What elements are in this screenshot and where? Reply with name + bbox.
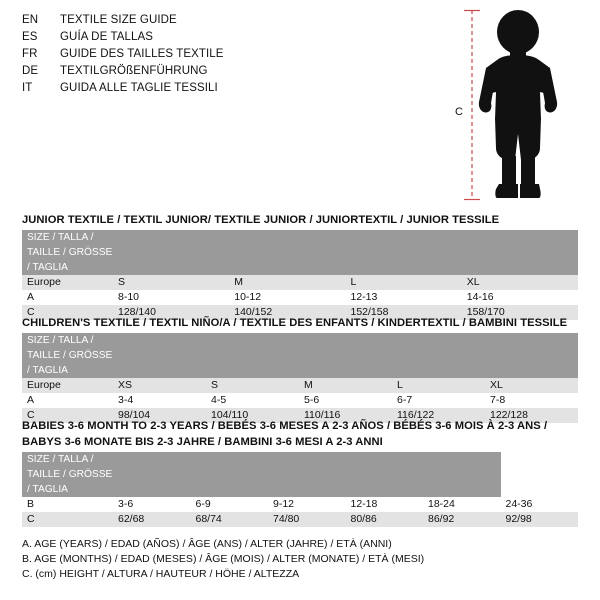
table-cell: 3-4 [113, 393, 206, 408]
table-cell: 6-7 [392, 393, 485, 408]
table-row [22, 497, 578, 512]
table-cell: Europe [22, 275, 113, 290]
table-cell: C [22, 408, 113, 423]
junior-size-table [22, 230, 578, 320]
language-code: EN [22, 14, 39, 26]
language-row [22, 82, 442, 99]
table-cell: Europe [22, 378, 113, 393]
table-row [22, 378, 578, 393]
table-header-row [22, 452, 578, 497]
table-cell: 18-24 [423, 497, 501, 512]
legend-block [22, 537, 578, 582]
language-code: DE [22, 65, 39, 77]
table-cell: A [22, 290, 113, 305]
table-header-cell [268, 452, 346, 497]
table-cell: 104/110 [206, 408, 299, 423]
table-header-cell [346, 230, 462, 275]
language-text: GUIDE DES TAILLES TEXTILE [60, 48, 224, 60]
language-row [22, 48, 442, 65]
table-cell: C [22, 305, 113, 320]
table-cell: 3-6 [113, 497, 191, 512]
table-cell: S [113, 275, 229, 290]
table-cell: 6-9 [191, 497, 269, 512]
table-cell: 86/92 [423, 512, 501, 527]
language-text: TEXTILGRÖßENFÜHRUNG [60, 65, 208, 77]
table-cell: 122/128 [485, 408, 578, 423]
section-junior-textile [22, 214, 578, 320]
table-header-cell [423, 452, 501, 497]
table-cell: S [206, 378, 299, 393]
section-title: BABIES 3-6 MONTH TO 2-3 YEARS / BEBÉS 3-6 MESES A 2-3 AÑOS / BÉBÉS 3-6 MOIS À 2-3 ANS / [22, 420, 548, 432]
language-code: IT [22, 82, 33, 94]
legend-line: C. (cm) HEIGHT / ALTURA / HAUTEUR / HÖHE / ALTEZZA [22, 568, 300, 580]
table-row [22, 275, 578, 290]
table-cell: 12-18 [346, 497, 424, 512]
table-header-cell: SIZE / TALLA / TAILLE / GRÖSSE / TAGLIA [22, 452, 113, 497]
table-header-cell [299, 333, 392, 378]
section-title: JUNIOR TEXTILE / TEXTIL JUNIOR/ TEXTILE JUNIOR / JUNIORTEXTIL / JUNIOR TESSILE [22, 214, 500, 226]
table-cell: M [229, 275, 345, 290]
table-cell: 12-13 [346, 290, 462, 305]
table-header-cell [113, 230, 229, 275]
table-cell: 92/98 [501, 512, 579, 527]
child-silhouette-figure [452, 8, 587, 203]
language-code: ES [22, 31, 38, 43]
table-cell: B [22, 497, 113, 512]
table-cell: 68/74 [191, 512, 269, 527]
table-cell: XS [113, 378, 206, 393]
table-cell: M [299, 378, 392, 393]
table-header-cell [229, 230, 345, 275]
table-cell: C [22, 512, 113, 527]
table-cell: 116/122 [392, 408, 485, 423]
section-title: CHILDREN'S TEXTILE / TEXTIL NIÑO/A / TEXTILE DES ENFANTS / KINDERTEXTIL / BAMBINI TESSILE [22, 317, 568, 329]
table-cell: 10-12 [229, 290, 345, 305]
table-cell: 14-16 [462, 290, 578, 305]
table-cell: 9-12 [268, 497, 346, 512]
table-row [22, 290, 578, 305]
table-header-row [22, 230, 578, 275]
babies-size-table [22, 452, 578, 527]
section-children-textile [22, 317, 578, 423]
table-header-cell [392, 333, 485, 378]
table-cell: 128/140 [113, 305, 229, 320]
table-header-cell [346, 452, 424, 497]
table-header-cell [113, 452, 191, 497]
language-row [22, 31, 442, 48]
table-row [22, 393, 578, 408]
table-cell: 80/86 [346, 512, 424, 527]
section-title-line2: BABYS 3-6 MONATE BIS 2-3 JAHRE / BAMBINI 3-6 MESI A 2-3 ANNI [22, 436, 383, 448]
table-cell: 74/80 [268, 512, 346, 527]
table-cell: 140/152 [229, 305, 345, 320]
table-cell: 4-5 [206, 393, 299, 408]
table-cell: 7-8 [485, 393, 578, 408]
table-cell: L [346, 275, 462, 290]
table-header-cell [191, 452, 269, 497]
height-measure-label: C [455, 106, 463, 118]
language-row [22, 65, 442, 82]
language-text: GUÍA DE TALLAS [60, 31, 154, 43]
table-cell: XL [485, 378, 578, 393]
section-babies-textile [22, 420, 578, 527]
table-row [22, 512, 578, 527]
table-cell: 152/158 [346, 305, 462, 320]
table-header-cell [206, 333, 299, 378]
table-cell: 158/170 [462, 305, 578, 320]
table-cell: 62/68 [113, 512, 191, 527]
table-cell: 24-36 [501, 497, 579, 512]
language-code: FR [22, 48, 38, 60]
table-cell: 110/116 [299, 408, 392, 423]
table-header-cell: SIZE / TALLA / TAILLE / GRÖSSE / TAGLIA [22, 230, 113, 275]
table-cell: A [22, 393, 113, 408]
table-cell: L [392, 378, 485, 393]
language-title-list [22, 14, 442, 99]
table-cell: 8-10 [113, 290, 229, 305]
legend-line: B. AGE (MONTHS) / EDAD (MESES) / ÂGE (MOIS) / ALTER (MONATE) / ETÀ (MESI) [22, 553, 425, 565]
legend-line: A. AGE (YEARS) / EDAD (AÑOS) / ÂGE (ANS) / ALTER (JAHRE) / ETÀ (ANNI) [22, 538, 392, 550]
table-cell: XL [462, 275, 578, 290]
table-cell: 5-6 [299, 393, 392, 408]
children-size-table [22, 333, 578, 423]
table-cell: 98/104 [113, 408, 206, 423]
table-header-cell [113, 333, 206, 378]
table-header-cell [485, 333, 578, 378]
table-header-cell [462, 230, 578, 275]
language-text: TEXTILE SIZE GUIDE [60, 14, 177, 26]
table-header-cell: SIZE / TALLA / TAILLE / GRÖSSE / TAGLIA [22, 333, 113, 378]
language-row [22, 14, 442, 31]
table-header-row [22, 333, 578, 378]
language-text: GUIDA ALLE TAGLIE TESSILI [60, 82, 218, 94]
